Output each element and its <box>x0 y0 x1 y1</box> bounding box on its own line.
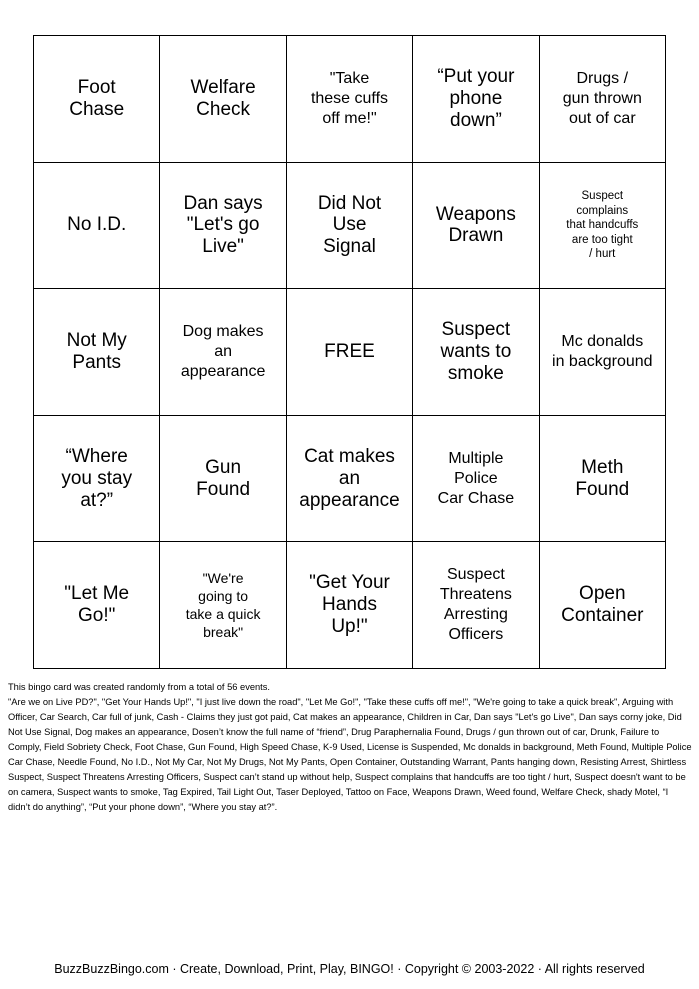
bingo-cell: Welfare Check <box>160 36 286 163</box>
bingo-cell: Dog makes an appearance <box>160 289 286 416</box>
bingo-cell: "Take these cuffs off me!" <box>287 36 413 163</box>
bingo-cell: Gun Found <box>160 416 286 543</box>
bingo-cell: Weapons Drawn <box>413 163 539 290</box>
bingo-cell: "Let Me Go!" <box>34 542 160 669</box>
bingo-cell: "We're going to take a quick break" <box>160 542 286 669</box>
bingo-cell: FREE <box>287 289 413 416</box>
bingo-grid <box>33 35 666 669</box>
bingo-cell: No I.D. <box>34 163 160 290</box>
bingo-cell: Dan says "Let's go Live" <box>160 163 286 290</box>
bingo-cell: Drugs / gun thrown out of car <box>540 36 666 163</box>
bingo-cell: Cat makes an appearance <box>287 416 413 543</box>
bingo-cell: Suspect complains that handcuffs are too tight / hurt <box>540 163 666 290</box>
bingo-cell: "Get Your Hands Up!" <box>287 542 413 669</box>
event-list-note <box>8 680 692 815</box>
bingo-cell: Mc donalds in background <box>540 289 666 416</box>
bingo-cell: Foot Chase <box>34 36 160 163</box>
bingo-cell: Did Not Use Signal <box>287 163 413 290</box>
bingo-cell: Meth Found <box>540 416 666 543</box>
note-intro: This bingo card was created randomly from a total of 56 events. <box>8 682 270 692</box>
bingo-cell: “Where you stay at?” <box>34 416 160 543</box>
bingo-cell: Suspect Threatens Arresting Officers <box>413 542 539 669</box>
bingo-cell: Not My Pants <box>34 289 160 416</box>
bingo-cell: “Put your phone down” <box>413 36 539 163</box>
bingo-cell: Multiple Police Car Chase <box>413 416 539 543</box>
copyright-footer: BuzzBuzzBingo.com · Create, Download, Print, Play, BINGO! · Copyright © 2003-2022 · All rights reserved <box>54 962 645 976</box>
bingo-cell: Suspect wants to smoke <box>413 289 539 416</box>
note-events: "Are we on Live PD?", "Get Your Hands Up!", "I just live down the road", "Let Me Go!", "Take these cuffs off me!", "We're going to take a quick break", Arguing with Officer, Car Search, Car full of junk, Cash - Claims they just got paid, Cat makes an appearance, Children in Car, Dan says "Let's go Live", Dan says corny joke, Did Not Use Signal, Dog makes an appearance, Dosen’t know the full name of “friend”, Drug Paraphernalia Found, Drugs / gun thrown out of car, Drunk, Failure to Comply, Field Sobriety Check, Foot Chase, Gun Found, High Speed Chase, K-9 Used, License is Suspended, Mc donalds in background, Meth Found, Multiple Police Car Chase, Needle Found, No I.D., Not My Car, Not My Drugs, Not My Pants, Open Container, Outstanding Warrant, Pants hanging down, Resisting Arrest, Shirtless Suspect, Suspect Threatens Arresting Officers, Suspect can’t stand up without help, Suspect complains that handcuffs are too tight / hurt, Suspect doesn't want to be on camera, Suspect wants to smoke, Tag Expired, Tail Light Out, Taser Deployed, Tattoo on Face, Weapons Drawn, Weed found, Welfare Check, shady Motel, “I didn’t do anything”, “Put your phone down”, “Where you stay at?”. <box>8 697 692 812</box>
bingo-cell: Open Container <box>540 542 666 669</box>
